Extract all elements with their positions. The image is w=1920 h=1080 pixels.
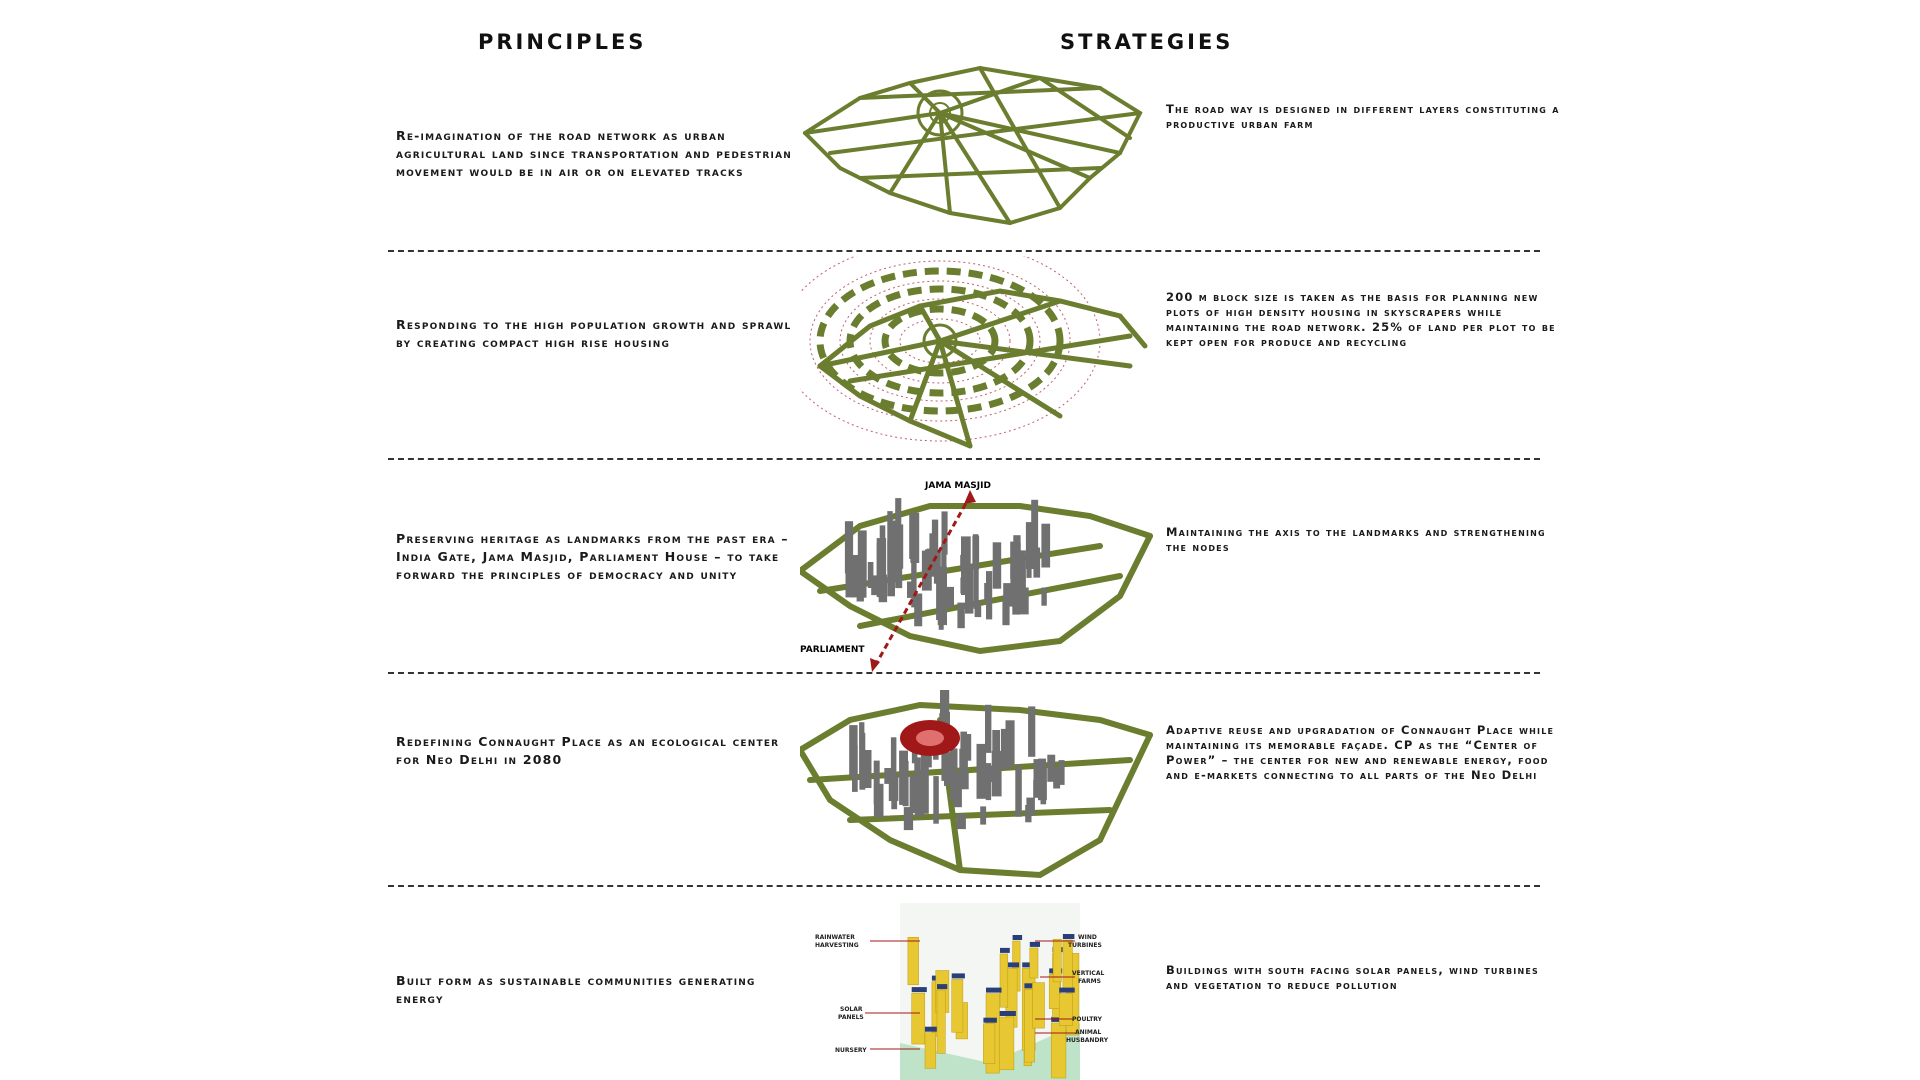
solar-panel xyxy=(1063,934,1075,939)
housing-block xyxy=(1059,994,1073,1026)
strategy-text-2: 200 m block size is taken as the basis for planning new plots of high density housing in skyscrapers while maintaining the road network. 25% of land per plot to be kept open for produce and recycling xyxy=(1166,290,1556,349)
principle-text-5: Built form as sustainable communities generating energy xyxy=(396,973,756,1006)
tower xyxy=(957,603,964,629)
tower xyxy=(1041,524,1050,568)
tower xyxy=(963,734,971,761)
tower xyxy=(852,745,858,792)
housing-block xyxy=(937,990,945,1053)
parliament-label: PARLIAMENT xyxy=(800,645,865,655)
tower xyxy=(895,498,901,550)
wind-label: WIND xyxy=(1078,934,1097,941)
row-divider-4 xyxy=(388,885,1540,887)
connaught-place-diagram xyxy=(800,690,1170,890)
tower xyxy=(874,761,880,805)
tower xyxy=(1028,706,1035,756)
strategy-text-4: Adaptive reuse and upgradation of Connaught Place while maintaining its memorable façade. CP as the “Center of Power” – the center for new and renewable energy, food and e-markets connecting to all parts of the Neo Delhi xyxy=(1166,723,1555,782)
tower xyxy=(1012,556,1020,614)
tower xyxy=(973,534,978,559)
tower xyxy=(858,530,867,586)
block-planning-svg xyxy=(800,256,1170,456)
housing-block xyxy=(1000,954,1008,1007)
tower xyxy=(845,521,853,573)
principles-heading: PRINCIPLES xyxy=(478,30,647,54)
tower xyxy=(1033,548,1040,578)
tower xyxy=(910,513,919,563)
row-divider-2 xyxy=(388,458,1540,460)
strategy-text-3: Maintaining the axis to the landmarks and strengthening the nodes xyxy=(1166,525,1546,554)
housing-block xyxy=(983,1024,995,1064)
tower xyxy=(950,748,957,800)
solar-panel xyxy=(1000,948,1010,953)
block-planning-diagram xyxy=(800,256,1170,456)
tower xyxy=(1015,766,1022,817)
tower xyxy=(980,806,986,824)
tower xyxy=(889,775,899,801)
housing-block xyxy=(999,1017,1014,1070)
panels-label: PANELS xyxy=(838,1014,864,1021)
tower xyxy=(923,756,929,787)
sustainable-community-diagram xyxy=(810,893,1110,1080)
solar-panel xyxy=(986,988,1002,993)
housing-block xyxy=(1051,1023,1066,1078)
tower xyxy=(960,555,966,570)
tower xyxy=(1002,600,1009,626)
tower xyxy=(1001,729,1011,769)
housing-block xyxy=(1053,939,1061,982)
vertical-label: VERTICAL xyxy=(1072,970,1105,977)
housing-block xyxy=(925,1033,936,1069)
housing-block xyxy=(952,979,963,1032)
tower xyxy=(933,776,939,824)
tower xyxy=(932,520,938,551)
solar-panel xyxy=(937,984,947,989)
tower xyxy=(992,730,1000,772)
solar-label: SOLAR xyxy=(840,1006,863,1013)
tower xyxy=(936,573,942,620)
solar-panel xyxy=(952,973,965,978)
farms-label: FARMS xyxy=(1078,978,1101,985)
jama-masjid-label: JAMA MASJID xyxy=(925,481,991,491)
solar-panel xyxy=(983,1018,997,1023)
poultry-label: POULTRY xyxy=(1072,1016,1102,1023)
row-divider-1 xyxy=(388,250,1540,252)
principle-text-2: Responding to the high population growth and sprawl by creating compact high rise housing xyxy=(396,317,792,350)
tower xyxy=(965,565,973,613)
solar-panel xyxy=(1059,988,1075,993)
harvesting-label: HARVESTING xyxy=(815,942,859,949)
tower xyxy=(975,601,982,617)
solar-panel xyxy=(999,1011,1016,1016)
tower xyxy=(993,542,1002,588)
principle-text-3: Preserving heritage as landmarks from the past era – India Gate, Jama Masjid, Parliament House – to take forward the principles of democracy and unity xyxy=(396,531,789,582)
tower xyxy=(1041,588,1046,606)
nursery-label: NURSERY xyxy=(835,1047,867,1054)
strategy-text-5: Buildings with south facing solar panels, wind turbines and vegetation to reduce pollution xyxy=(1166,963,1539,992)
road-network-svg xyxy=(800,58,1170,228)
tower xyxy=(914,757,921,774)
tower xyxy=(1059,760,1065,785)
tower xyxy=(859,733,865,790)
tower xyxy=(1026,798,1035,816)
rainwater-label: RAINWATER xyxy=(815,934,855,941)
tower xyxy=(979,765,987,790)
solar-panel xyxy=(1013,935,1023,940)
tower xyxy=(985,705,991,753)
strategies-heading: STRATEGIES xyxy=(1060,30,1234,54)
tower xyxy=(1047,755,1055,782)
animal-label: ANIMAL xyxy=(1075,1029,1102,1036)
principle-text-4: Redefining Connaught Place as an ecological center for Neo Delhi in 2080 xyxy=(396,734,780,767)
tower xyxy=(941,752,950,781)
housing-block xyxy=(908,937,919,985)
connaught-place-svg xyxy=(800,690,1170,890)
solar-panel xyxy=(1030,942,1040,947)
housing-block xyxy=(1030,948,1038,978)
tower xyxy=(871,575,881,595)
sustainable-community-svg xyxy=(810,893,1110,1080)
housing-block xyxy=(1032,983,1044,1029)
road-network-diagram xyxy=(800,58,1170,228)
tower xyxy=(1033,780,1040,798)
husbandry-label: HUSBANDRY xyxy=(1066,1037,1109,1044)
solar-panel xyxy=(912,987,927,992)
strategy-text-1: The road way is designed in different layers constituting a productive urban farm xyxy=(1166,102,1560,131)
tower xyxy=(956,814,966,829)
tower xyxy=(903,761,909,806)
heritage-axis-diagram xyxy=(800,476,1170,676)
heritage-axis-svg xyxy=(800,476,1170,676)
solar-panel xyxy=(925,1027,938,1032)
tower xyxy=(986,571,992,619)
tower xyxy=(893,555,900,580)
principle-text-1: Re-imagination of the road network as urban agricultural land since transportation and pedestrian movement would be in air or on elevated tracks xyxy=(396,128,792,179)
turbines-label: TURBINES xyxy=(1068,942,1102,949)
tower xyxy=(914,594,922,627)
housing-block xyxy=(912,993,925,1044)
row-divider-3 xyxy=(388,672,1540,674)
tower xyxy=(904,807,913,830)
tower xyxy=(960,578,965,594)
